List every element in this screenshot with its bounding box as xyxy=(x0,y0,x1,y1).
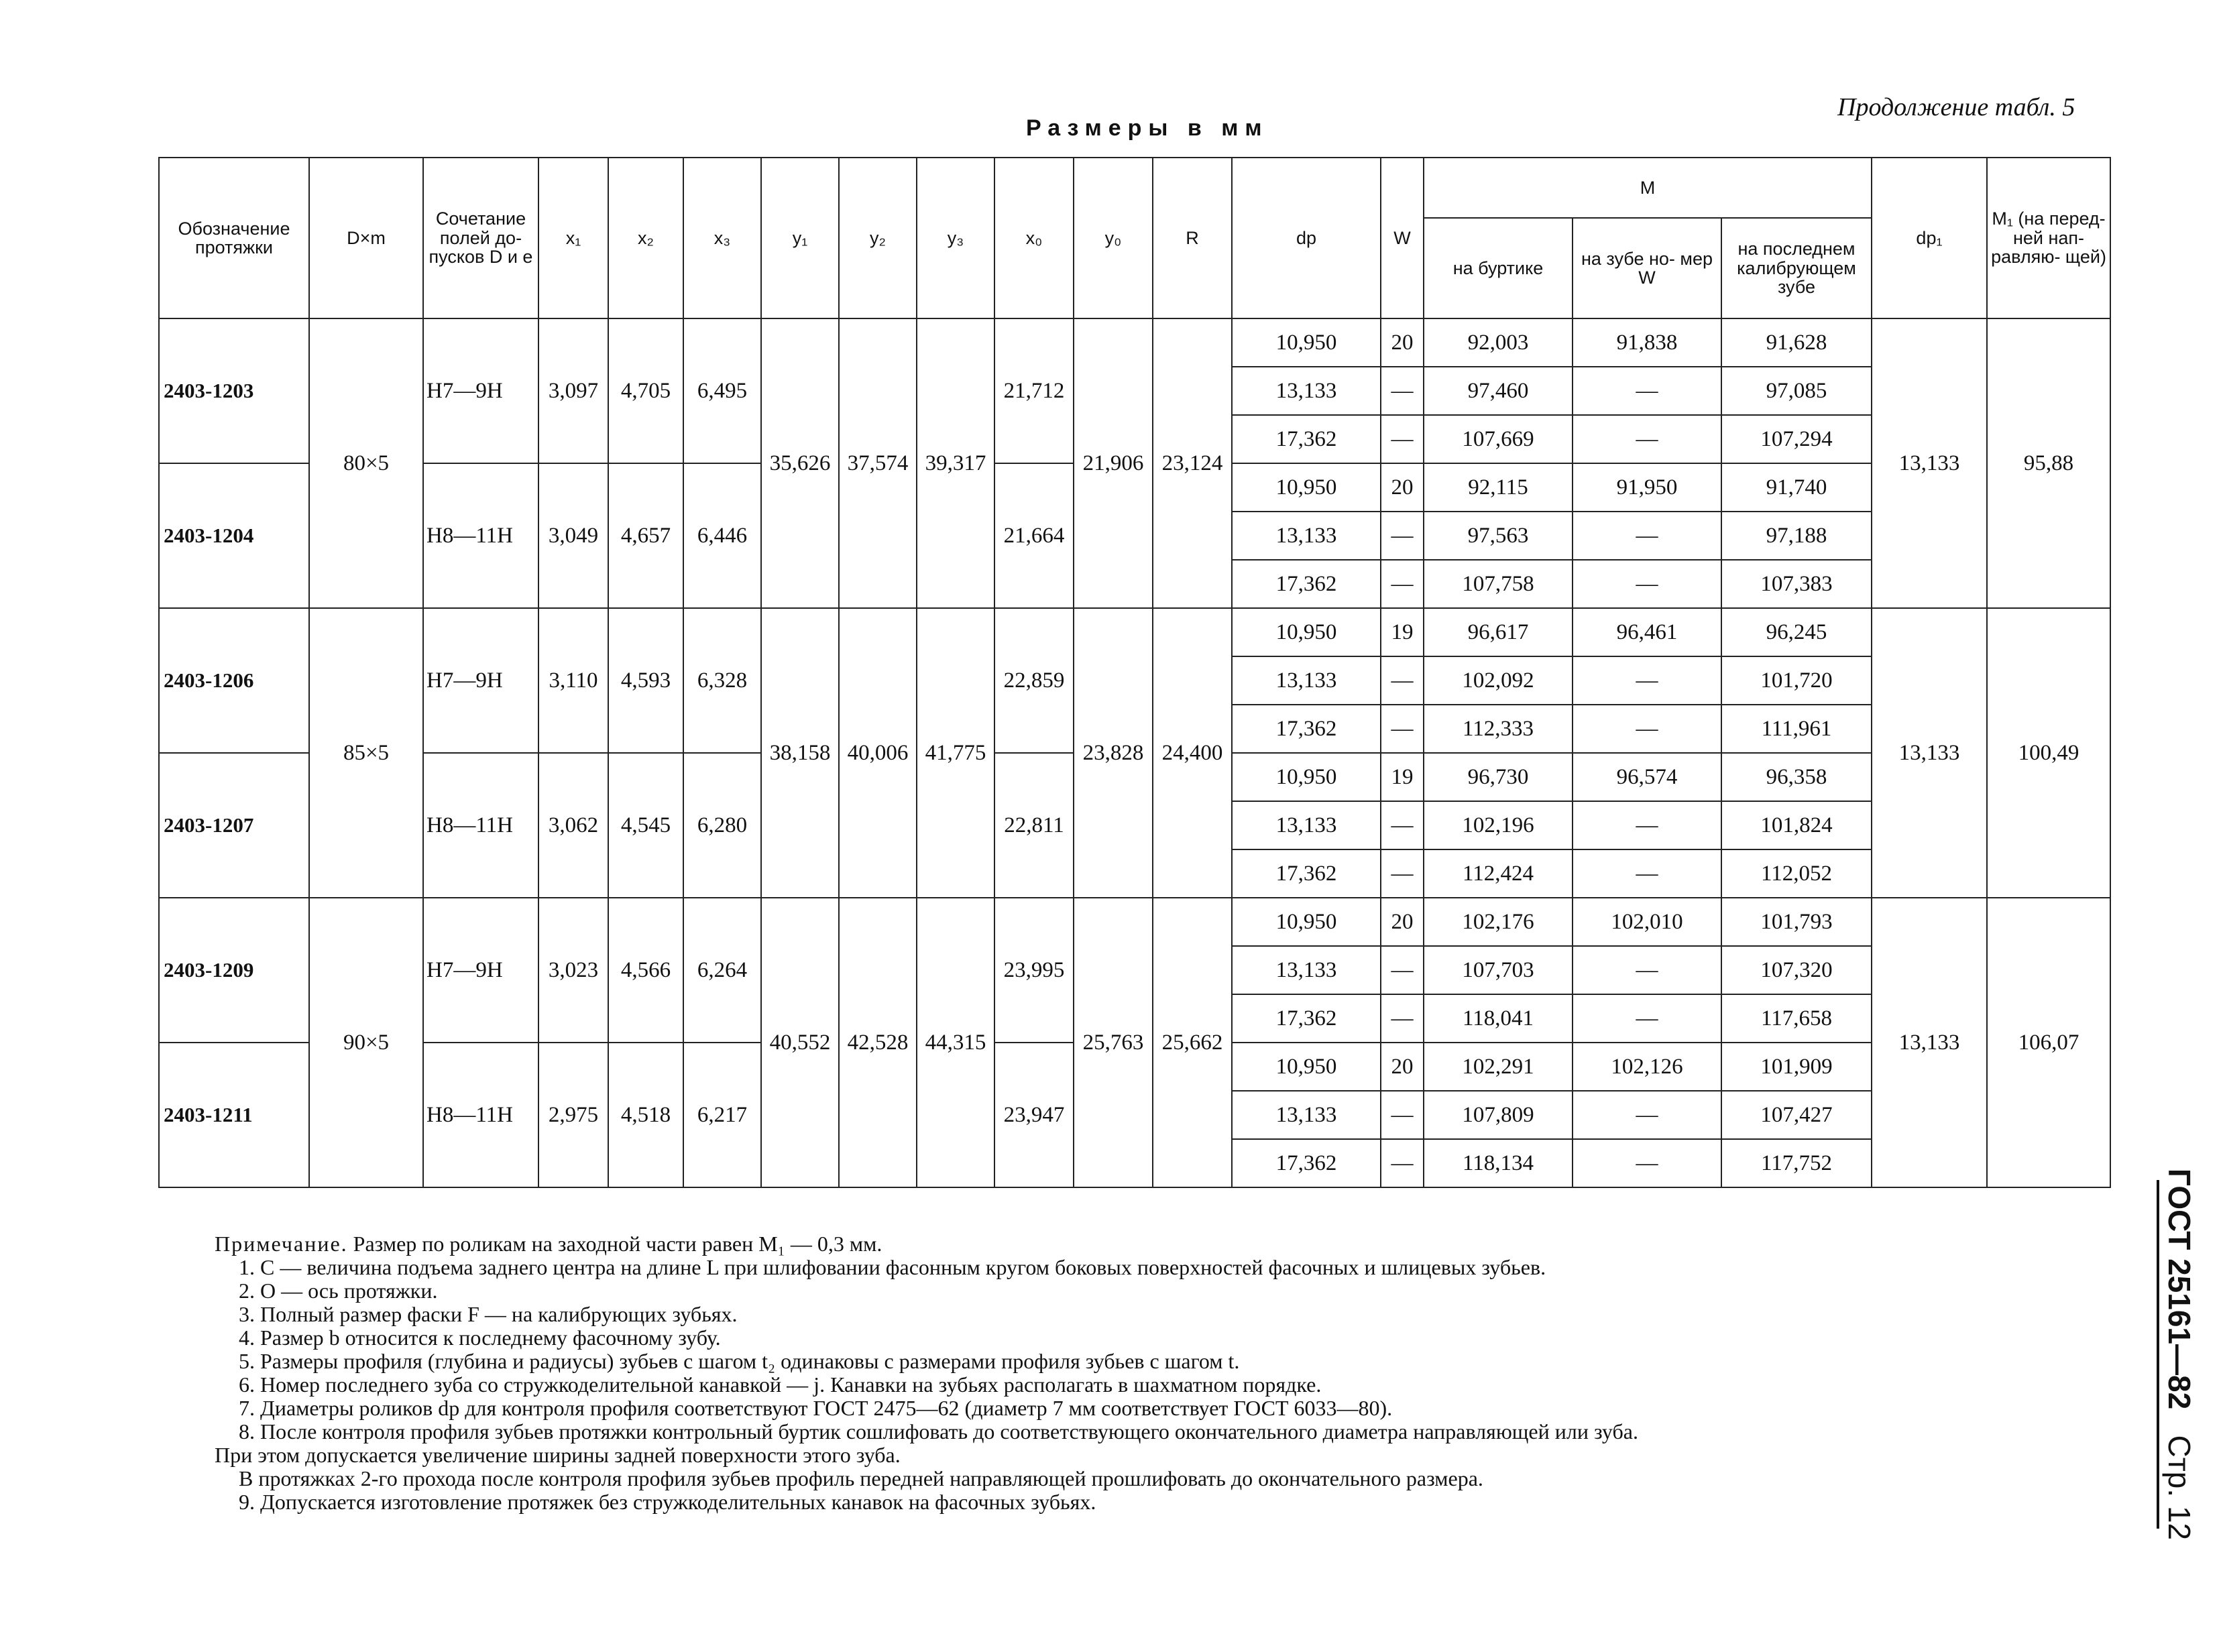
m-collar-cell: 118,041 xyxy=(1424,994,1573,1043)
w-cell: 19 xyxy=(1381,608,1424,656)
notes-title: Примечание. xyxy=(215,1232,348,1256)
m-last-cell: 101,824 xyxy=(1721,801,1872,849)
m-tooth-cell: — xyxy=(1573,946,1721,994)
w-cell: 19 xyxy=(1381,753,1424,801)
m-last-cell: 111,961 xyxy=(1721,705,1872,753)
x0-cell: 22,811 xyxy=(994,753,1074,898)
side-rule xyxy=(2157,1180,2159,1529)
m-collar-cell: 96,617 xyxy=(1424,608,1573,656)
m-tooth-cell: — xyxy=(1573,656,1721,705)
w-cell: — xyxy=(1381,1139,1424,1187)
w-cell: 20 xyxy=(1381,1043,1424,1091)
m-last-cell: 107,383 xyxy=(1721,560,1872,608)
x2-cell: 4,657 xyxy=(608,463,683,608)
w-cell: — xyxy=(1381,367,1424,415)
x3-cell: 6,446 xyxy=(683,463,761,608)
dp-cell: 10,950 xyxy=(1232,898,1381,946)
m-collar-cell: 112,333 xyxy=(1424,705,1573,753)
note-item: 7. Диаметры роликов dp для контроля профиля соответствуют ГОСТ 2475—62 (диаметр 7 мм соответствует ГОСТ 6033—80). xyxy=(239,1396,1393,1420)
x0-cell: 23,947 xyxy=(994,1043,1074,1187)
dp-cell: 17,362 xyxy=(1232,849,1381,898)
m1-cell: 106,07 xyxy=(1987,898,2110,1187)
m-collar-cell: 118,134 xyxy=(1424,1139,1573,1187)
w-cell: — xyxy=(1381,560,1424,608)
y2-cell: 40,006 xyxy=(839,608,917,898)
m-collar-cell: 107,758 xyxy=(1424,560,1573,608)
m-last-cell: 107,320 xyxy=(1721,946,1872,994)
x2-cell: 4,545 xyxy=(608,753,683,898)
table-row xyxy=(159,318,2110,367)
m-collar-cell: 97,563 xyxy=(1424,512,1573,560)
x0-cell: 23,995 xyxy=(994,898,1074,1043)
side-caption xyxy=(2159,1168,2200,1541)
m-last-cell: 91,740 xyxy=(1721,463,1872,512)
y3-cell: 44,315 xyxy=(917,898,994,1187)
w-cell: — xyxy=(1381,512,1424,560)
m-tooth-cell: 102,126 xyxy=(1573,1043,1721,1091)
dp-cell: 13,133 xyxy=(1232,512,1381,560)
x2-cell: 4,705 xyxy=(608,318,683,463)
notes-intro: Размер по роликам на заходной части равен M₁ — 0,3 мм. xyxy=(353,1232,882,1256)
m-tooth-cell: — xyxy=(1573,560,1721,608)
x2-cell: 4,566 xyxy=(608,898,683,1043)
fit-cell: H8—11H xyxy=(423,463,538,608)
fit-cell: H8—11H xyxy=(423,1043,538,1187)
col-designation: Обозначение протяжки xyxy=(159,158,309,318)
x0-cell: 22,859 xyxy=(994,608,1074,753)
dp-cell: 10,950 xyxy=(1232,463,1381,512)
col-x1: x₁ xyxy=(538,158,608,318)
note-item: При этом допускается увеличение ширины задней поверхности этого зуба. xyxy=(215,1443,901,1467)
dp-cell: 17,362 xyxy=(1232,1139,1381,1187)
m-last-cell: 91,628 xyxy=(1721,318,1872,367)
y1-cell: 38,158 xyxy=(761,608,839,898)
m-last-cell: 117,658 xyxy=(1721,994,1872,1043)
w-cell: — xyxy=(1381,1091,1424,1139)
note-item: 2. О — ось протяжки. xyxy=(239,1279,438,1303)
col-fit: Сочетание полей до- пусков D и е xyxy=(423,158,538,318)
x2-cell: 4,518 xyxy=(608,1043,683,1187)
y3-cell: 41,775 xyxy=(917,608,994,898)
m-last-cell: 107,427 xyxy=(1721,1091,1872,1139)
m1-cell: 100,49 xyxy=(1987,608,2110,898)
m-tooth-cell: — xyxy=(1573,994,1721,1043)
m-tooth-cell: — xyxy=(1573,705,1721,753)
fit-cell: H7—9H xyxy=(423,608,538,753)
m-collar-cell: 96,730 xyxy=(1424,753,1573,801)
note-item: 9. Допускается изготовление протяжек без стружкоделительных канавок на фасочных зубьях. xyxy=(239,1490,1096,1514)
x3-cell: 6,217 xyxy=(683,1043,761,1187)
m-last-cell: 107,294 xyxy=(1721,415,1872,463)
m-last-cell: 96,358 xyxy=(1721,753,1872,801)
y2-cell: 42,528 xyxy=(839,898,917,1187)
standard-number: ГОСТ 25161—82 xyxy=(2162,1168,2197,1410)
dp-cell: 13,133 xyxy=(1232,656,1381,705)
m-tooth-cell: — xyxy=(1573,801,1721,849)
m-collar-cell: 107,809 xyxy=(1424,1091,1573,1139)
m-tooth-cell: 102,010 xyxy=(1573,898,1721,946)
x2-cell: 4,593 xyxy=(608,608,683,753)
col-m: M xyxy=(1424,158,1872,218)
table-row xyxy=(159,608,2110,656)
r-cell: 25,662 xyxy=(1153,898,1232,1187)
broach-code: 2403-1211 xyxy=(159,1043,309,1187)
x1-cell: 3,062 xyxy=(538,753,608,898)
m-tooth-cell: — xyxy=(1573,512,1721,560)
dxm-cell: 80×5 xyxy=(309,318,423,608)
col-x2: x₂ xyxy=(608,158,683,318)
w-cell: — xyxy=(1381,656,1424,705)
note-item: 1. С — величина подъема заднего центра на длине L при шлифовании фасонным кругом боковых поверхностей фасочных и шлицевых зубьев. xyxy=(239,1255,1546,1279)
m-last-cell: 97,188 xyxy=(1721,512,1872,560)
x3-cell: 6,264 xyxy=(683,898,761,1043)
col-dxm: D×m xyxy=(309,158,423,318)
col-m-last: на последнем калибрующем зубе xyxy=(1721,218,1872,318)
m-tooth-cell: 96,461 xyxy=(1573,608,1721,656)
m-collar-cell: 92,115 xyxy=(1424,463,1573,512)
fit-cell: H7—9H xyxy=(423,318,538,463)
x0-cell: 21,712 xyxy=(994,318,1074,463)
dp-cell: 10,950 xyxy=(1232,608,1381,656)
x1-cell: 3,097 xyxy=(538,318,608,463)
broach-code: 2403-1204 xyxy=(159,463,309,608)
y2-cell: 37,574 xyxy=(839,318,917,608)
y1-cell: 40,552 xyxy=(761,898,839,1187)
note-item: 8. После контроля профиля зубьев протяжки контрольный буртик сошлифовать до соответствующего окончательного диаметра направляющей или зуба. xyxy=(239,1419,1638,1443)
m-last-cell: 112,052 xyxy=(1721,849,1872,898)
col-r: R xyxy=(1153,158,1232,318)
broach-code: 2403-1209 xyxy=(159,898,309,1043)
m-tooth-cell: — xyxy=(1573,415,1721,463)
x3-cell: 6,280 xyxy=(683,753,761,898)
table-continuation-label: Продолжение табл. 5 xyxy=(1837,93,2075,121)
w-cell: — xyxy=(1381,415,1424,463)
dp-cell: 13,133 xyxy=(1232,801,1381,849)
m-last-cell: 117,752 xyxy=(1721,1139,1872,1187)
m-last-cell: 101,720 xyxy=(1721,656,1872,705)
broach-code: 2403-1207 xyxy=(159,753,309,898)
note-item: 4. Размер b относится к последнему фасочному зубу. xyxy=(239,1325,721,1350)
x0-cell: 21,664 xyxy=(994,463,1074,608)
y0-cell: 21,906 xyxy=(1074,318,1153,608)
col-m-tooth: на зубе но- мер W xyxy=(1573,218,1721,318)
m-collar-cell: 97,460 xyxy=(1424,367,1573,415)
col-dp: dp xyxy=(1232,158,1381,318)
w-cell: — xyxy=(1381,705,1424,753)
m-tooth-cell: — xyxy=(1573,1091,1721,1139)
m-collar-cell: 102,291 xyxy=(1424,1043,1573,1091)
notes-block xyxy=(215,1232,2025,1514)
m-last-cell: 101,793 xyxy=(1721,898,1872,946)
m-last-cell: 96,245 xyxy=(1721,608,1872,656)
m-last-cell: 97,085 xyxy=(1721,367,1872,415)
m-tooth-cell: 96,574 xyxy=(1573,753,1721,801)
y1-cell: 35,626 xyxy=(761,318,839,608)
m-collar-cell: 102,176 xyxy=(1424,898,1573,946)
note-item: 6. Номер последнего зуба со стружкоделительной канавкой — j. Канавки на зубьях располагать в шахматном порядке. xyxy=(239,1372,1322,1397)
col-dp1: dp₁ xyxy=(1872,158,1987,318)
dp-cell: 10,950 xyxy=(1232,1043,1381,1091)
r-cell: 23,124 xyxy=(1153,318,1232,608)
x1-cell: 3,023 xyxy=(538,898,608,1043)
w-cell: — xyxy=(1381,801,1424,849)
w-cell: 20 xyxy=(1381,318,1424,367)
m1-cell: 95,88 xyxy=(1987,318,2110,608)
x1-cell: 3,049 xyxy=(538,463,608,608)
col-x0: x₀ xyxy=(994,158,1074,318)
w-cell: — xyxy=(1381,994,1424,1043)
col-y1: y₁ xyxy=(761,158,839,318)
broach-code: 2403-1206 xyxy=(159,608,309,753)
m-last-cell: 101,909 xyxy=(1721,1043,1872,1091)
m-tooth-cell: — xyxy=(1573,849,1721,898)
dp1-cell: 13,133 xyxy=(1872,898,1987,1187)
y3-cell: 39,317 xyxy=(917,318,994,608)
col-w: W xyxy=(1381,158,1424,318)
note-item: В протяжках 2-го прохода после контроля профиля зубьев профиль передней направляющей прошлифовать до окончательного размера. xyxy=(239,1466,1483,1490)
col-y0: y₀ xyxy=(1074,158,1153,318)
m-tooth-cell: — xyxy=(1573,1139,1721,1187)
m-collar-cell: 107,669 xyxy=(1424,415,1573,463)
dp-cell: 17,362 xyxy=(1232,415,1381,463)
m-collar-cell: 92,003 xyxy=(1424,318,1573,367)
col-y3: y₃ xyxy=(917,158,994,318)
dxm-cell: 85×5 xyxy=(309,608,423,898)
dp-cell: 13,133 xyxy=(1232,367,1381,415)
m-collar-cell: 102,092 xyxy=(1424,656,1573,705)
m-tooth-cell: 91,838 xyxy=(1573,318,1721,367)
col-x3: x₃ xyxy=(683,158,761,318)
dp-cell: 17,362 xyxy=(1232,560,1381,608)
units-caption: Размеры в мм xyxy=(1026,115,1269,141)
dp-cell: 17,362 xyxy=(1232,705,1381,753)
w-cell: — xyxy=(1381,946,1424,994)
col-y2: y₂ xyxy=(839,158,917,318)
broach-code: 2403-1203 xyxy=(159,318,309,463)
table-row xyxy=(159,898,2110,946)
note-item: 3. Полный размер фаски F — на калибрующих зубьях. xyxy=(239,1302,738,1326)
m-collar-cell: 107,703 xyxy=(1424,946,1573,994)
x3-cell: 6,495 xyxy=(683,318,761,463)
col-m1: M₁ (на перед- ней нап- равляю- щей) xyxy=(1987,158,2110,318)
x1-cell: 3,110 xyxy=(538,608,608,753)
y0-cell: 25,763 xyxy=(1074,898,1153,1187)
r-cell: 24,400 xyxy=(1153,608,1232,898)
x1-cell: 2,975 xyxy=(538,1043,608,1187)
m-tooth-cell: — xyxy=(1573,367,1721,415)
y0-cell: 23,828 xyxy=(1074,608,1153,898)
table-body xyxy=(159,318,2110,1187)
page-number: Стр. 12 xyxy=(2162,1435,2197,1541)
m-collar-cell: 112,424 xyxy=(1424,849,1573,898)
dp1-cell: 13,133 xyxy=(1872,608,1987,898)
w-cell: 20 xyxy=(1381,898,1424,946)
fit-cell: H7—9H xyxy=(423,898,538,1043)
m-tooth-cell: 91,950 xyxy=(1573,463,1721,512)
w-cell: — xyxy=(1381,849,1424,898)
col-m-collar: на буртике xyxy=(1424,218,1573,318)
notes-intro-line xyxy=(215,1232,2025,1256)
fit-cell: H8—11H xyxy=(423,753,538,898)
dxm-cell: 90×5 xyxy=(309,898,423,1187)
broach-dimensions-table xyxy=(158,157,2111,1188)
m-collar-cell: 102,196 xyxy=(1424,801,1573,849)
dp-cell: 17,362 xyxy=(1232,994,1381,1043)
side-caption-text xyxy=(2161,1169,2198,1540)
dp-cell: 10,950 xyxy=(1232,318,1381,367)
dp1-cell: 13,133 xyxy=(1872,318,1987,608)
x3-cell: 6,328 xyxy=(683,608,761,753)
dp-cell: 13,133 xyxy=(1232,946,1381,994)
dp-cell: 10,950 xyxy=(1232,753,1381,801)
dp-cell: 13,133 xyxy=(1232,1091,1381,1139)
note-item: 5. Размеры профиля (глубина и радиусы) зубьев с шагом t₂ одинаковы с размерами профиля зубьев с шагом t. xyxy=(239,1349,1240,1373)
w-cell: 20 xyxy=(1381,463,1424,512)
